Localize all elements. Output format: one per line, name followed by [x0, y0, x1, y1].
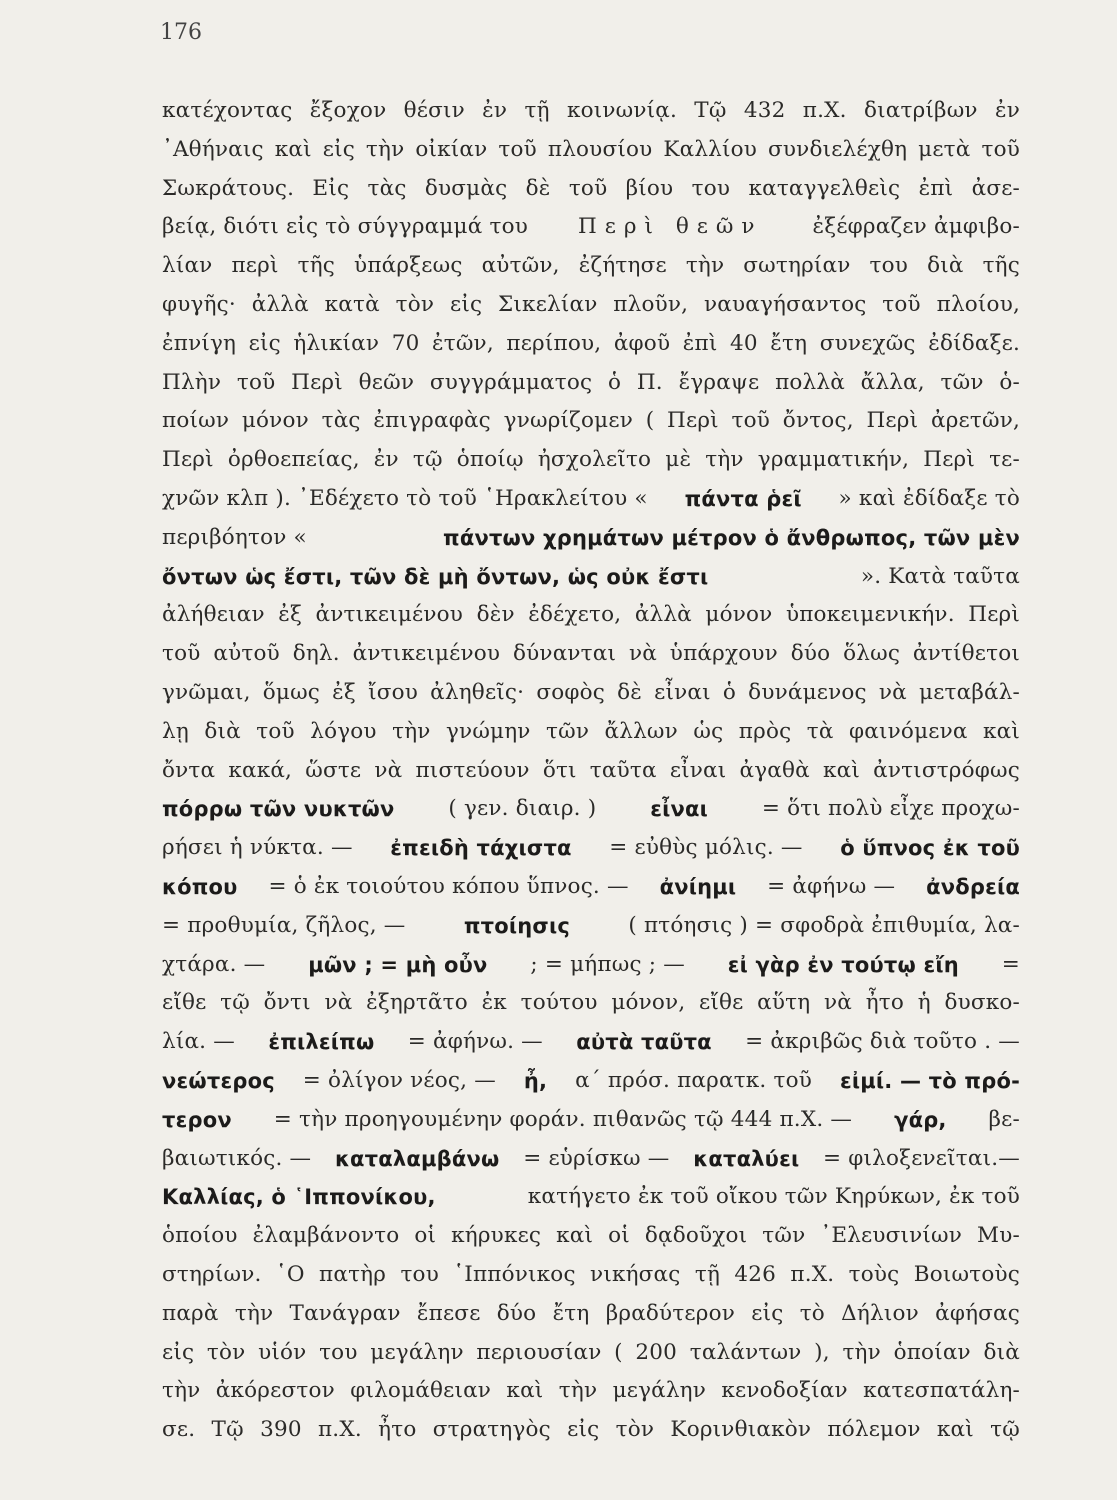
bold-term: ἐπιλείπω — [268, 1030, 375, 1055]
text-segment: ὁποίου ἐλαμβάνοντο οἱ κήρυκες καὶ οἱ δᾳδοῦχοι τῶν ᾿Ελευσινίων Μυ- — [162, 1223, 1020, 1249]
bold-term: αὐτὰ ταῦτα — [576, 1030, 712, 1055]
bold-term: τερον — [162, 1107, 232, 1132]
bold-term: νεώτερος — [162, 1068, 275, 1093]
text-line — [162, 131, 1020, 170]
text-segment: = εὐθὺς μόλις. — — [609, 835, 803, 861]
text-segment: Σωκράτους. Εἰς τὰς δυσμὰς δὲ τοῦ βίου του καταγγελθεὶς ἐπὶ ἀσε- — [162, 175, 1020, 201]
text-segment: = εὑρίσκω — — [523, 1145, 670, 1171]
text-segment: = ἀκριβῶς διὰ τοῦτο . — — [745, 1029, 1020, 1055]
text-segment: χτάρα. — — [162, 951, 266, 977]
text-segment: φυγῆς· ἀλλὰ κατὰ τὸν εἰς Σικελίαν πλοῦν, ναυαγήσαντος τοῦ πλοίου, — [162, 291, 1020, 317]
text-line — [162, 1334, 1020, 1373]
text-line — [162, 1256, 1020, 1295]
bold-term: ἐπειδὴ τάχιστα — [390, 836, 572, 861]
bold-term: εἰμί. — τὸ πρό- — [839, 1068, 1020, 1093]
text-line — [162, 1372, 1020, 1411]
text-segment: βείᾳ, διότι εἰς τὸ σύγγραμμά του — [162, 214, 528, 240]
text-line — [162, 364, 1020, 403]
text-segment: = ἀφήνω. — — [407, 1029, 543, 1055]
text-segment: = — [1001, 951, 1020, 977]
text-segment: = προθυμία, ζῆλος, — — [162, 912, 406, 938]
page-number: 176 — [160, 20, 202, 45]
text-segment: εἴθε τῷ ὄντι νὰ ἐξηρτᾶτο ἐκ τούτου μόνον, εἴθε αὕτη νὰ ἦτο ἡ δυσκο- — [162, 990, 1020, 1016]
spaced-title: Περὶ θεῶν — [578, 214, 763, 240]
text-line — [162, 596, 1020, 635]
text-segment: λία. — — [162, 1029, 235, 1055]
text-segment: βαιωτικός. — — [162, 1145, 312, 1171]
text-segment: ᾿Αθήναις καὶ εἰς τὴν οἰκίαν τοῦ πλουσίου Καλλίου συνδιελέχθη μετὰ τοῦ — [162, 136, 1020, 162]
text-line — [162, 946, 1020, 985]
bold-term: πάντων χρημάτων μέτρον ὁ ἄνθρωπος, τῶν μὲν — [443, 525, 1020, 550]
body-text — [162, 92, 1020, 1450]
text-line — [162, 480, 1020, 519]
text-segment: στηρίων. ῾Ο πατὴρ του ῾Ιππόνικος νικήσας τῇ 426 π.Χ. τοὺς Βοιωτοὺς — [162, 1261, 1020, 1287]
text-segment: = ὀλίγον νέος, — — [302, 1067, 496, 1093]
bold-term: Καλλίας, ὁ ῾Ιππονίκου, — [162, 1185, 436, 1210]
bold-term: ὁ ὕπνος ἐκ τοῦ — [840, 836, 1020, 861]
text-segment: ; = μήπως ; — — [530, 951, 685, 977]
text-line — [162, 325, 1020, 364]
text-line — [162, 208, 1020, 247]
bold-term: καταλύει — [693, 1146, 800, 1171]
bold-term: μῶν ; = μὴ οὖν — [308, 952, 488, 977]
bold-term: εἰ γὰρ ἐν τούτῳ εἴη — [727, 952, 959, 977]
text-line — [162, 752, 1020, 791]
text-segment: » καὶ ἐδίδαξε τὸ — [838, 485, 1020, 511]
text-segment: α΄ πρόσ. παρατκ. τοῦ — [575, 1067, 813, 1093]
text-segment: περιβόητον « — [162, 524, 307, 550]
text-line — [162, 907, 1020, 946]
text-line — [162, 441, 1020, 480]
bold-term: ἀνδρεία — [926, 874, 1020, 899]
text-line — [162, 558, 1020, 597]
text-line — [162, 1217, 1020, 1256]
text-segment: τὴν ἀκόρεστον φιλομάθειαν καὶ τὴν μεγάλην κενοδοξίαν κατεσπατάλη- — [162, 1378, 1020, 1404]
text-line — [162, 713, 1020, 752]
text-segment: εἰς τὸν υἱόν του μεγάλην περιουσίαν ( 200 ταλάντων ), τὴν ὁποίαν διὰ — [162, 1339, 1020, 1365]
text-line — [162, 984, 1020, 1023]
text-segment: ρήσει ἡ νύκτα. — — [162, 835, 353, 861]
text-line — [162, 519, 1020, 558]
text-segment: = ἀφήνω — — [767, 873, 896, 899]
text-line — [162, 1140, 1020, 1179]
text-segment: ποίων μόνον τὰς ἐπιγραφὰς γνωρίζομεν ( Περὶ τοῦ ὄντος, Περὶ ἀρετῶν, — [162, 408, 1020, 434]
text-line — [162, 635, 1020, 674]
text-segment: τοῦ αὐτοῦ δηλ. ἀντικειμένου δύνανται νὰ ὑπάρχουν δύο ὅλως ἀντίθετοι — [162, 641, 1020, 667]
text-line — [162, 402, 1020, 441]
text-segment: κατήγετο ἐκ τοῦ οἴκου τῶν Κηρύκων, ἐκ τοῦ — [527, 1184, 1020, 1210]
text-line — [162, 868, 1020, 907]
text-line — [162, 1101, 1020, 1140]
text-segment: ». Κατὰ ταῦτα — [860, 563, 1020, 589]
text-segment: ( πτόησις ) = σφοδρὰ ἐπιθυμία, λα- — [628, 912, 1020, 938]
bold-term: πάντα ῥεῖ — [684, 486, 802, 511]
text-line — [162, 1295, 1020, 1334]
text-segment: βε- — [988, 1106, 1020, 1132]
text-segment: Περὶ ὀρθοεπείας, ἐν τῷ ὁποίῳ ἠσχολεῖτο μὲ τὴν γραμματικήν, Περὶ τε- — [162, 447, 1020, 473]
bold-term: καταλαμβάνω — [334, 1146, 500, 1171]
bold-term: ἦ, — [523, 1068, 548, 1093]
bold-term: ὄντων ὡς ἔστι, τῶν δὲ μὴ ὄντων, ὡς οὐκ ἔστι — [162, 564, 709, 589]
text-line — [162, 829, 1020, 868]
text-segment: = ὅτι πολὺ εἶχε προχω- — [761, 796, 1020, 822]
text-line — [162, 170, 1020, 209]
text-line — [162, 790, 1020, 829]
text-segment: = τὴν προηγουμένην φοράν. πιθανῶς τῷ 444 π.Χ. — — [273, 1106, 853, 1132]
bold-term: πτοίησις — [463, 913, 570, 938]
text-segment: παρὰ τὴν Τανάγραν ἔπεσε δύο ἔτη βραδύτερον εἰς τὸ Δήλιον ἀφήσας — [162, 1300, 1020, 1326]
text-segment: ( γεν. διαιρ. ) — [448, 796, 597, 822]
text-line — [162, 1023, 1020, 1062]
text-line — [162, 92, 1020, 131]
bold-term: κόπου — [162, 874, 238, 899]
text-line — [162, 1178, 1020, 1217]
text-segment: Πλὴν τοῦ Περὶ θεῶν συγγράμματος ὁ Π. ἔγραψε πολλὰ ἄλλα, τῶν ὁ- — [162, 369, 1020, 395]
bold-term: εἶναι — [650, 797, 709, 822]
text-segment: ὄντα κακά, ὥστε νὰ πιστεύουν ὅτι ταῦτα εἶναι ἀγαθὰ καὶ ἀντιστρόφως — [162, 757, 1020, 783]
bold-term: πόρρω τῶν νυκτῶν — [162, 797, 395, 822]
text-segment: κατέχοντας ἔξοχον θέσιν ἐν τῇ κοινωνίᾳ. Τῷ 432 π.Χ. διατρίβων ἐν — [162, 98, 1020, 123]
bold-term: ἀνίημι — [659, 874, 737, 899]
text-line — [162, 1062, 1020, 1101]
text-segment: ἐπνίγη εἰς ἡλικίαν 70 ἐτῶν, περίπου, ἀφοῦ ἐπὶ 40 ἔτη συνεχῶς ἐδίδαξε. — [162, 330, 1020, 356]
text-segment: = φιλοξενεῖται.— — [823, 1145, 1020, 1171]
text-segment: χνῶν κλπ ). ᾿Εδέχετο τὸ τοῦ ῾Ηρακλείτου « — [162, 485, 648, 511]
text-line — [162, 247, 1020, 286]
text-segment: λῃ διὰ τοῦ λόγου τὴν γνώμην τῶν ἄλλων ὡς πρὸς τὰ φαινόμενα καὶ — [162, 718, 1020, 744]
text-line — [162, 1411, 1020, 1450]
text-line — [162, 286, 1020, 325]
text-segment: γνῶμαι, ὅμως ἐξ ἴσου ἀληθεῖς· σοφὸς δὲ εἶναι ὁ δυνάμενος νὰ μεταβάλ- — [162, 679, 1020, 705]
bold-term: γάρ, — [894, 1107, 947, 1132]
text-segment: ἐξέφραζεν ἀμφιβο- — [812, 214, 1020, 240]
text-segment: = ὁ ἐκ τοιούτου κόπου ὕπνος. — — [268, 873, 629, 899]
text-segment: λίαν περὶ τῆς ὑπάρξεως αὐτῶν, ἐζήτησε τὴν σωτηρίαν του διὰ τῆς — [162, 253, 1020, 279]
text-segment: ἀλήθειαν ἐξ ἀντικειμένου δὲν ἐδέχετο, ἀλλὰ μόνον ὑποκειμενικήν. Περὶ — [162, 602, 1020, 628]
text-line — [162, 674, 1020, 713]
text-segment: σε. Τῷ 390 π.Χ. ἦτο στρατηγὸς εἰς τὸν Κορινθιακὸν πόλεμον καὶ τῷ — [162, 1417, 1020, 1443]
